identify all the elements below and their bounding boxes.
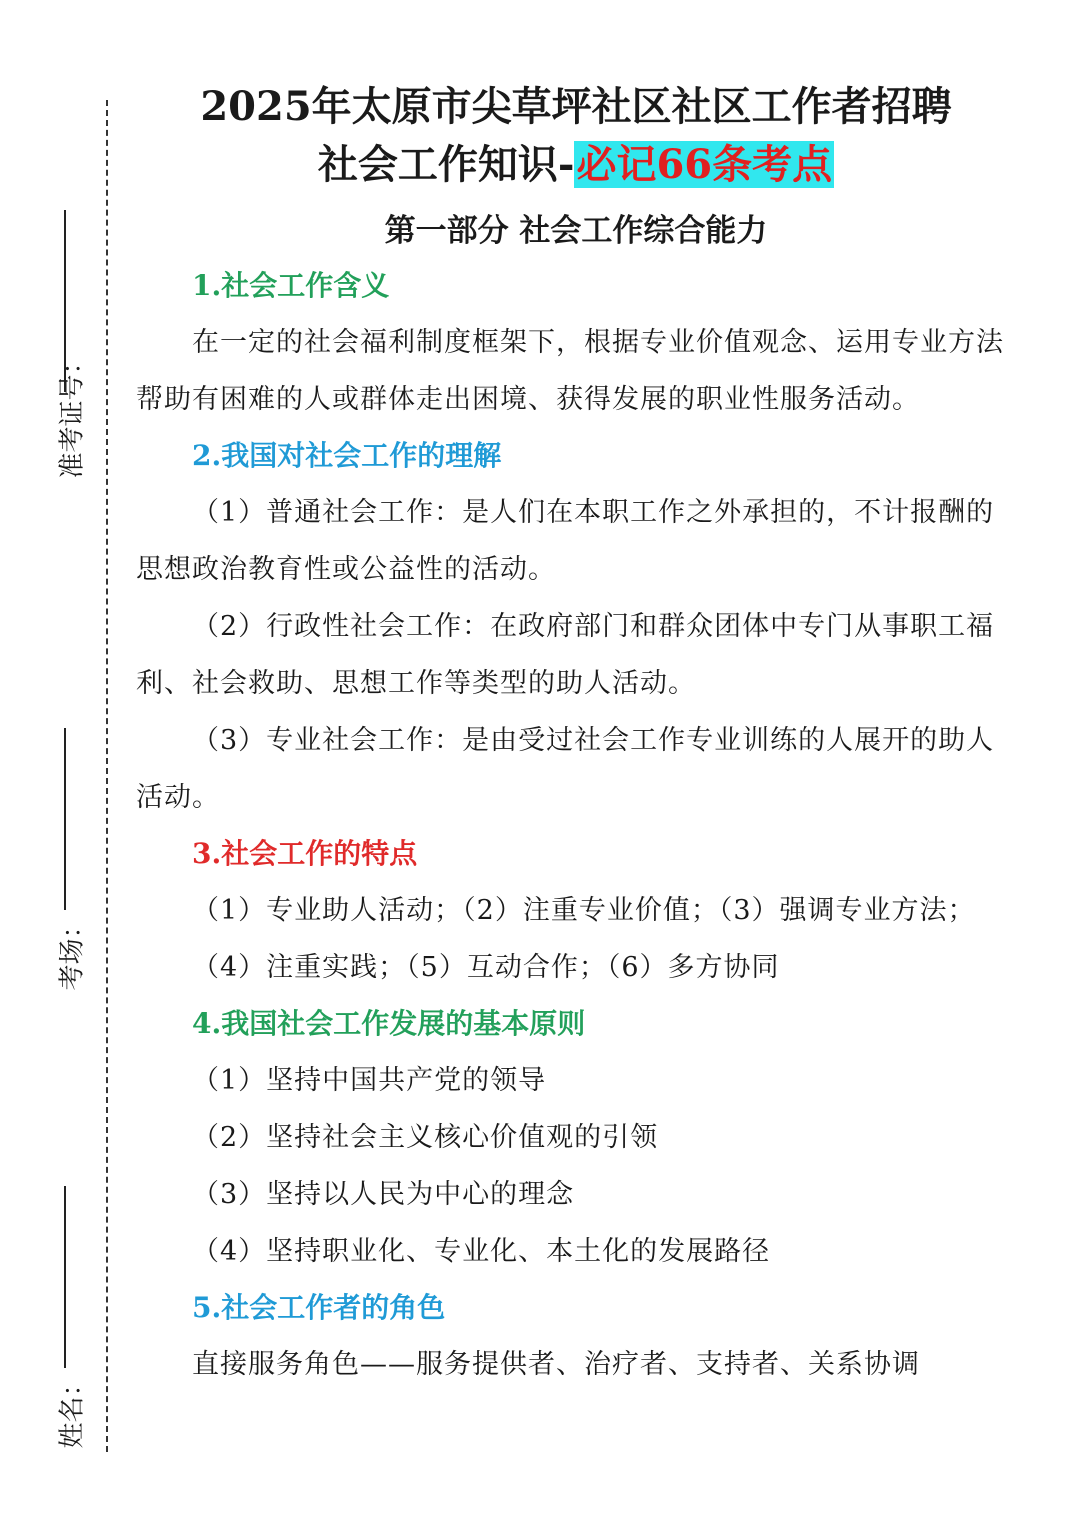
section-heading-1: 1.社会工作含义 [192,269,390,302]
section-heading-3: 3.社会工作的特点 [192,837,418,870]
section-4-item-1: （1）坚持中国共产党的领导 [192,1065,547,1096]
section-heading-5: 5.社会工作者的角色 [192,1291,446,1324]
exam-room-field [40,728,88,1008]
exam-room-underline [64,728,66,910]
document-title-line2 [136,136,1016,194]
binding-margin-dashed-line [106,100,108,1452]
part-title: 第一部分 社会工作综合能力 [384,213,768,249]
title-line2-prefix: 社会工作知识- [317,141,575,188]
exam-room-label: 考场： [57,912,88,991]
title-line1-text: 2025年太原市尖草坪社区社区工作者招聘 [200,83,952,130]
name-underline [64,1186,66,1368]
section-3-line-1: （1）专业助人活动；（2）注重专业价值；（3）强调专业方法； [192,895,976,926]
name-label: 姓名： [57,1370,88,1449]
section-1-paragraph: 在一定的社会福利制度框架下，根据专业价值观念、运用专业方法帮助有困难的人或群体走出困境、获得发展的职业性服务活动。 [136,327,1004,415]
section-5-line-1: 直接服务角色——服务提供者、治疗者、支持者、关系协调 [192,1349,920,1380]
section-2-paragraph-3: （3）专业社会工作：是由受过社会工作专业训练的人展开的助人活动。 [136,725,995,813]
section-4-item-4: （4）坚持职业化、专业化、本土化的发展路径 [192,1236,771,1267]
section-2-paragraph-1: （1）普通社会工作：是人们在本职工作之外承担的，不计报酬的思想政治教育性或公益性的活动。 [136,497,995,585]
section-2-paragraph-2: （2）行政性社会工作：在政府部门和群众团体中专门从事职工福利、社会救助、思想工作等类型的助人活动。 [136,611,995,699]
section-4-item-3: （3）坚持以人民为中心的理念 [192,1179,575,1210]
admission-number-label: 准考证号： [57,348,88,479]
section-heading-4: 4.我国社会工作发展的基本原则 [192,1007,586,1040]
name-field [40,1186,88,1456]
admission-number-field [40,210,88,550]
document-body [136,78,1016,1393]
section-3-line-2: （4）注重实践；（5）互动合作；（6）多方协同 [192,952,780,983]
title-highlight: 必记66条考点 [576,141,833,188]
section-4-item-2: （2）坚持社会主义核心价值观的引领 [192,1122,659,1153]
section-heading-2: 2.我国对社会工作的理解 [192,439,502,472]
document-title-line1 [136,78,1016,136]
